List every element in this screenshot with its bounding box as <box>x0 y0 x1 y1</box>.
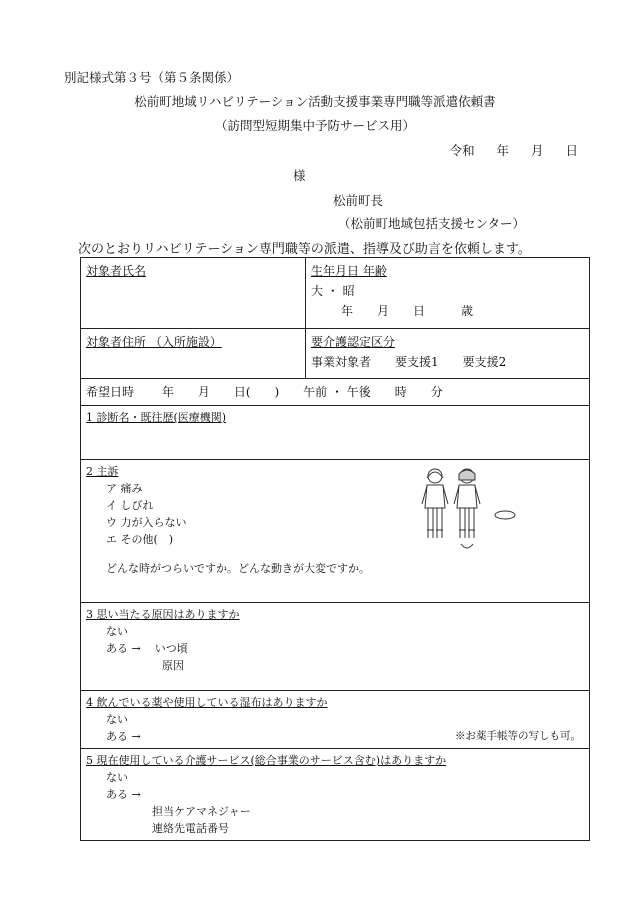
era-options: 大 ・ 昭 <box>311 284 355 298</box>
complaint-item-numbness: イ しびれ <box>106 499 154 512</box>
care-service-none: ない <box>106 771 128 784</box>
care-label: 要介護認定区分 <box>311 335 396 349</box>
name-cell[interactable] <box>81 258 306 329</box>
body-diagram-icon <box>421 468 521 558</box>
medication-note: ※お薬手帳等の写しも可。 <box>455 730 581 742</box>
complaint-note: どんな時がつらいですか。どんな動きが大変ですか。 <box>106 562 370 575</box>
complaint-item-other: エ その他( ) <box>106 533 174 546</box>
name-label: 対象者氏名 <box>86 264 147 278</box>
address-label: 対象者住所 （入所施設） <box>86 335 222 349</box>
birth-label: 生年月日 年齢 <box>311 264 387 278</box>
cause-none: ない <box>106 625 128 638</box>
addressee-suffix: 様 <box>293 168 306 183</box>
form-number: 別記様式第３号（第５条関係） <box>64 70 240 85</box>
section-care-service[interactable] <box>81 749 590 841</box>
section-medication[interactable] <box>81 691 590 749</box>
desired-date: 希望日時 年 月 日( ) 午前 ・ 午後 時 分 <box>86 385 443 399</box>
section-diagnosis[interactable] <box>81 406 590 460</box>
birth-cell[interactable] <box>306 258 590 329</box>
cause-reason: 原因 <box>162 659 184 672</box>
address-cell[interactable] <box>81 329 306 379</box>
cause-title: 3 思い当たる原因はありますか <box>86 608 240 621</box>
complaint-title: 2 主訴 <box>86 465 119 478</box>
contact-phone: 連絡先電話番号 <box>152 822 229 835</box>
birth-fields: 年 月 日 歳 <box>341 304 474 318</box>
complaint-item-weakness: ウ 力が入らない <box>106 516 187 529</box>
desired-date-cell[interactable] <box>81 379 590 406</box>
diagnosis-title: 1 診断名・既往歴(医療機関) <box>86 411 227 424</box>
cause-when: いつ頃 <box>154 642 188 655</box>
date-line: 令和 年 月 日 <box>449 143 578 158</box>
document-subtitle: （訪問型短期集中予防サービス用） <box>214 118 415 133</box>
care-service-title: 5 現在使用している介護サービス(総合事業のサービス含む)はありますか <box>86 754 447 767</box>
medication-yes: ある → <box>106 730 141 743</box>
sender-organization: （松前町地域包括支援センター） <box>338 216 526 231</box>
care-manager: 担当ケアマネジャー <box>152 805 251 818</box>
care-level-cell[interactable] <box>306 329 590 379</box>
medication-none: ない <box>106 713 128 726</box>
request-text: 次のとおりリハビリテーション専門職等の派遣、指導及び助言を依頼します。 <box>78 242 531 257</box>
complaint-item-pain: ア 痛み <box>106 482 143 495</box>
document-title: 松前町地域リハビリテーション活動支援事業専門職等派遣依頼書 <box>134 94 496 109</box>
sender: 松前町長 <box>333 193 384 208</box>
care-service-yes: ある → <box>106 788 141 801</box>
section-cause[interactable] <box>81 603 590 691</box>
request-form-table <box>80 257 590 841</box>
medication-title: 4 飲んでいる薬や使用している湿布はありますか <box>86 696 328 709</box>
cause-yes: ある → いつ頃 <box>106 642 188 655</box>
care-options: 事業対象者 要支援1 要支援2 <box>311 355 507 369</box>
section-complaint[interactable] <box>81 460 590 603</box>
